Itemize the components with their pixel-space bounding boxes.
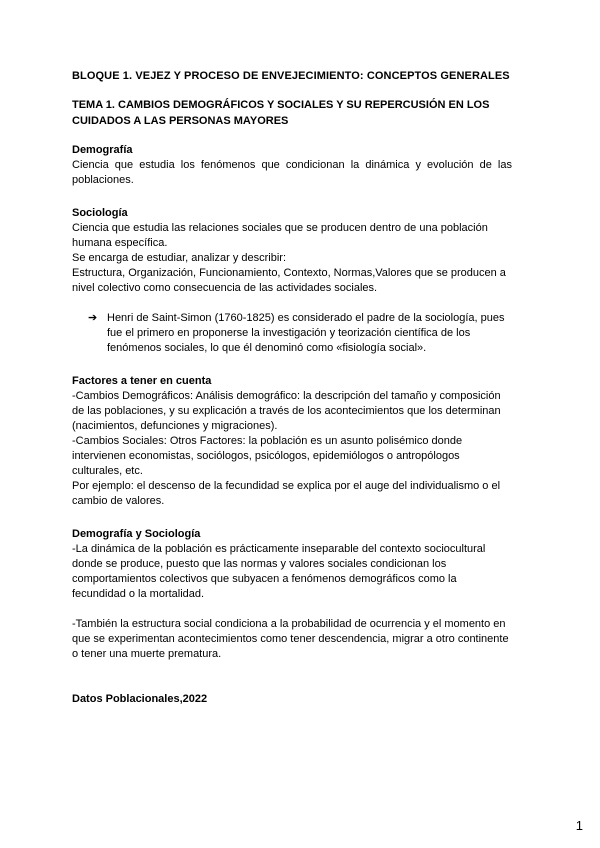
paragraph: -La dinámica de la población es prácticamente inseparable del contexto sociocultural donde se produce, puesto que las normas y valores sociales condicionan los comportamientos colectivos que subyacen a fenómenos demográficos como la fecundidad o la mortalidad. <box>72 543 486 600</box>
block-title: BLOQUE 1. VEJEZ Y PROCESO DE ENVEJECIMIENTO: CONCEPTOS GENERALES <box>72 70 510 82</box>
document-page <box>72 70 512 707</box>
paragraph: Ciencia que estudia los fenómenos que condicionan la dinámica y evolución de las poblaciones. <box>72 159 512 186</box>
section-demografia <box>72 143 512 188</box>
section-heading: Sociología <box>72 207 128 219</box>
paragraph: Por ejemplo: el descenso de la fecundidad se explica por el auge del individualismo o el cambio de valores. <box>72 480 501 507</box>
section-datos <box>72 692 512 707</box>
paragraph: Se encarga de estudiar, analizar y describir: <box>72 252 287 264</box>
page-number: 1 <box>575 818 583 833</box>
paragraph: Ciencia que estudia las relaciones sociales que se producen dentro de una población humana específica. <box>72 222 488 249</box>
section-factores <box>72 374 512 509</box>
arrow-right-icon: ➔ <box>88 312 98 324</box>
bullet-item <box>72 311 512 356</box>
paragraph: Estructura, Organización, Funcionamiento, Contexto, Normas,Valores que se producen a nivel colectivo como consecuencia de las actividades sociales. <box>72 267 506 294</box>
section-sociologia <box>72 206 512 356</box>
topic-title: TEMA 1. CAMBIOS DEMOGRÁFICOS Y SOCIALES Y SU REPERCUSIÓN EN LOS CUIDADOS A LAS PERSONAS MAYORES <box>72 99 490 127</box>
section-demografia-sociologia <box>72 527 512 662</box>
bullet-text: Henri de Saint-Simon (1760-1825) es considerado el padre de la sociología, pues fue el primero en proponerse la investigación y teorización científica de los fenómenos sociales, lo que él denominó como «fisiología social». <box>107 312 505 354</box>
section-heading: Demografía <box>72 144 133 156</box>
paragraph: -También la estructura social condiciona a la probabilidad de ocurrencia y el momento en que se experimentan acontecimientos como tener descendencia, migrar a otro continente o tener una muerte prematura. <box>72 618 509 660</box>
section-heading: Factores a tener en cuenta <box>72 375 212 387</box>
paragraph: -Cambios Demográficos: Análisis demográfico: la descripción del tamaño y composición de las poblaciones, y su explicación a través de los acontecimientos que los determinan (nacimientos, defunciones y migraciones). <box>72 390 501 432</box>
section-heading: Datos Poblacionales,2022 <box>72 693 208 705</box>
section-heading: Demografía y Sociología <box>72 528 201 540</box>
paragraph: -Cambios Sociales: Otros Factores: la población es un asunto polisémico donde intervienen economistas, sociólogos, psicólogos, epidemiólogos o antropólogos culturales, etc. <box>72 435 463 477</box>
